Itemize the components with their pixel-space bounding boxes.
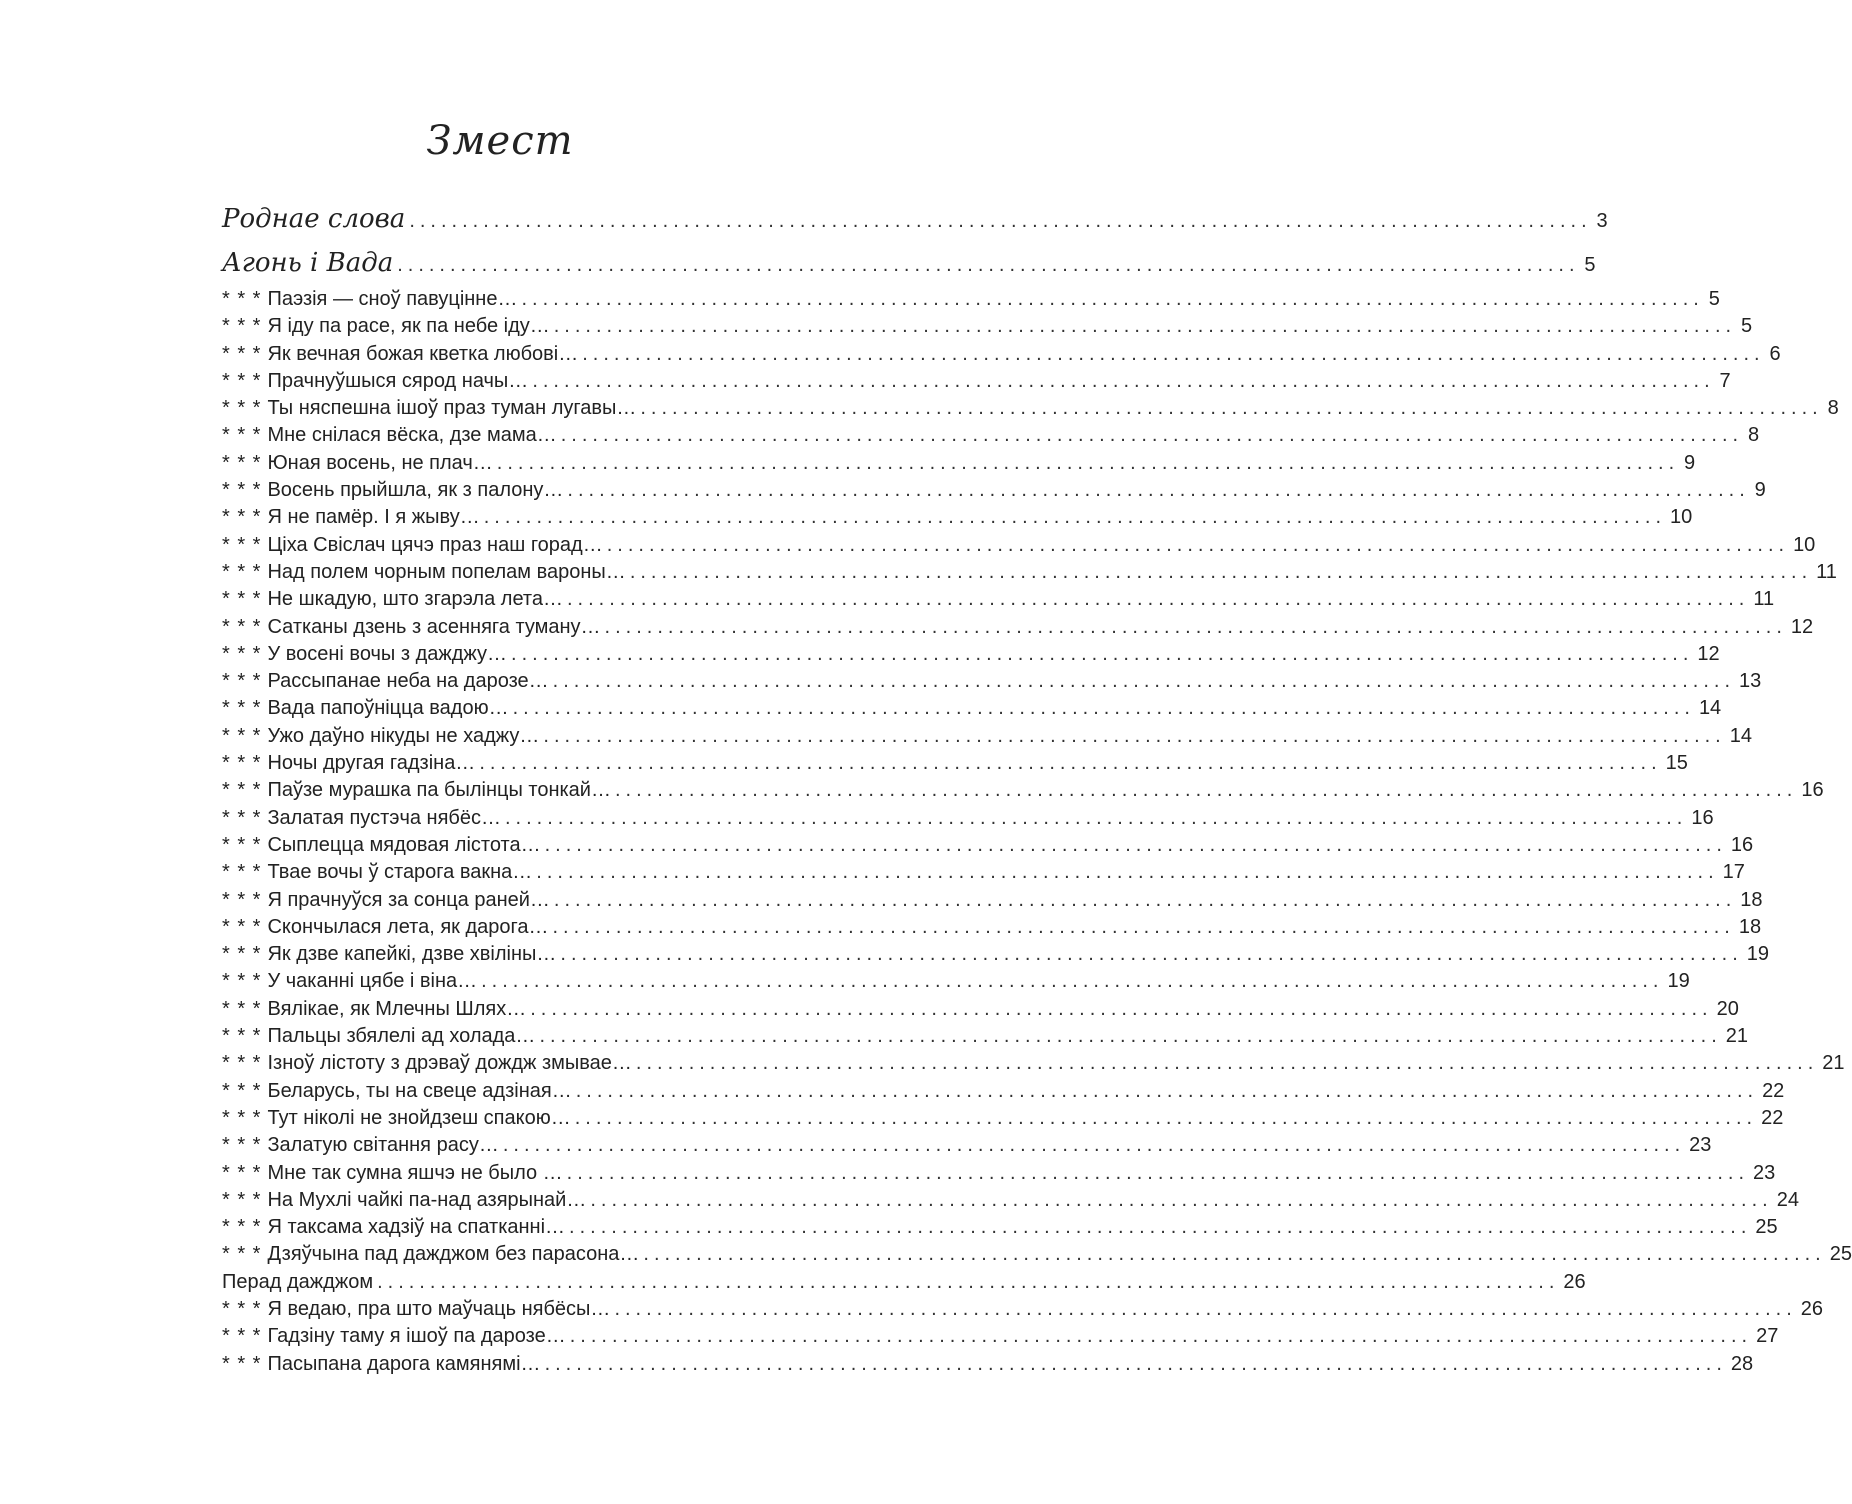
asterism-mark: * * * — [222, 479, 262, 502]
asterism-mark: * * * — [222, 670, 262, 693]
toc-entry-label — [222, 1298, 610, 1321]
toc-entry-text: Ізноў лістоту з дрэваў дождж змывае… — [267, 1052, 632, 1075]
toc-entry-label — [222, 861, 532, 884]
toc-page-number: 21 — [1725, 1025, 1749, 1048]
toc-entry — [222, 1052, 1845, 1079]
toc-page-number: 8 — [1827, 397, 1839, 420]
dot-leader: ................................................................................................................ — [569, 1216, 1752, 1239]
toc-entry — [222, 1079, 1785, 1107]
asterism-mark: * * * — [222, 424, 262, 447]
asterism-mark: * * * — [222, 315, 262, 338]
toc-entry — [222, 779, 1824, 806]
asterism-mark: * * * — [222, 369, 262, 392]
toc-entry-label — [222, 288, 517, 311]
toc-entry-label — [222, 616, 601, 639]
toc-entry-text: Вада папоўніцца вадою… — [267, 697, 509, 720]
toc-entry-label — [222, 452, 493, 475]
dot-leader: ................................................................................................................ — [505, 806, 1688, 829]
toc-entry-label — [222, 1243, 639, 1266]
toc-entry-text: Я ведаю, пра што маўчаць нябёсы… — [267, 1297, 611, 1320]
toc-page-number: 12 — [1697, 642, 1720, 665]
toc-page-number: 11 — [1753, 588, 1775, 611]
toc-page-number: 8 — [1747, 424, 1760, 447]
toc-page-number: 3 — [1596, 210, 1608, 232]
toc-page-number: 10 — [1670, 506, 1693, 529]
asterism-mark: * * * — [222, 588, 262, 611]
toc-entry-label — [222, 807, 501, 830]
toc-page-number: 19 — [1746, 943, 1769, 966]
dot-leader: ................................................................................................................ — [606, 533, 1790, 556]
toc-entry-text: Дзяўчына пад дажджом без парасона… — [267, 1243, 640, 1266]
toc-entry — [222, 997, 1739, 1025]
asterism-mark: * * * — [222, 560, 262, 583]
toc-page-number: 22 — [1761, 1106, 1784, 1129]
dot-leader: ................................................................................................................ — [512, 697, 1695, 720]
dot-leader: ................................................................................................................ — [567, 479, 1750, 502]
toc-entry — [222, 752, 1688, 779]
dot-leader: ................................................................................................................ — [479, 752, 1662, 775]
asterism-mark: * * * — [222, 397, 262, 420]
toc-entry-label — [222, 561, 626, 584]
toc-page-number: 16 — [1691, 806, 1714, 829]
toc-entry-text: Пальцы збялелі ад холада… — [267, 1025, 536, 1048]
asterism-mark: * * * — [222, 1352, 262, 1375]
toc-entry — [222, 1352, 1754, 1380]
toc-entry-text: Як вечная божая кветка любові… — [267, 342, 579, 365]
toc-entry-text: Ночы другая гадзіна… — [267, 752, 476, 775]
toc-entry-label — [222, 1107, 571, 1130]
asterism-mark: * * * — [222, 1106, 262, 1129]
dot-leader: ................................................................................................................ — [614, 779, 1798, 802]
toc-entry — [222, 1188, 1799, 1216]
dot-leader: ................................................................................................................ — [590, 1188, 1773, 1211]
toc-page-number: 16 — [1801, 779, 1824, 802]
asterism-mark: * * * — [222, 642, 262, 665]
dot-leader: ................................................................................................................ — [629, 560, 1813, 583]
asterism-mark: * * * — [222, 697, 262, 720]
toc-entry-label — [222, 397, 636, 420]
toc-entry-text: Пасыпана дарога камянямі… — [267, 1352, 541, 1375]
dot-leader: ................................................................................................................ — [539, 1025, 1722, 1048]
toc-entry — [222, 970, 1690, 997]
toc-entry-label — [222, 534, 603, 557]
toc-entry-text: Паэзія — сноў павуцінне… — [267, 288, 518, 310]
toc-entry-label — [222, 204, 405, 234]
asterism-mark: * * * — [222, 752, 262, 775]
toc-entry-text: Юная восень, не плач… — [267, 451, 493, 474]
asterism-mark: * * * — [222, 779, 262, 802]
asterism-mark: * * * — [222, 724, 262, 747]
toc-entry — [222, 506, 1693, 533]
asterism-mark: * * * — [222, 1134, 262, 1157]
toc-page-number: 20 — [1716, 997, 1739, 1020]
dot-leader: ................................................................................................................ — [582, 342, 1765, 365]
toc-entry — [222, 1216, 1778, 1243]
toc-entry — [222, 806, 1714, 834]
toc-entry-text: Ужо даўно нікуды не хаджу… — [267, 724, 540, 747]
asterism-mark: * * * — [222, 1188, 262, 1211]
toc-entry-text: У чаканні цябе і віна… — [267, 970, 478, 993]
toc-page-number: 12 — [1790, 615, 1814, 638]
toc-entry-label — [222, 752, 475, 775]
toc-entry-label — [222, 670, 549, 693]
toc-page-number: 25 — [1755, 1216, 1778, 1239]
asterism-mark: * * * — [222, 1079, 262, 1102]
dot-leader: ................................................................................................................ — [481, 970, 1664, 993]
asterism-mark: * * * — [222, 1216, 262, 1239]
toc-entry-label — [222, 725, 539, 748]
toc-entry — [222, 424, 1760, 451]
toc-entry-label — [222, 889, 550, 912]
toc-page-number: 26 — [1800, 1297, 1824, 1320]
toc-entry-text: Гадзіну таму я ішоў па дарозе… — [267, 1325, 566, 1348]
toc-entry-text: Скончылася лета, як дарога… — [267, 915, 549, 938]
toc-entry-label — [222, 370, 528, 393]
dot-leader: ................................................................................................................ — [553, 315, 1737, 338]
toc-entry-label — [222, 916, 548, 939]
toc-entry — [222, 615, 1814, 643]
toc-entry-label — [222, 779, 611, 802]
asterism-mark: * * * — [222, 288, 262, 310]
dot-leader: ................................................................................................................ — [575, 1079, 1759, 1102]
toc-entry — [222, 943, 1769, 970]
toc-page-number: 7 — [1719, 369, 1731, 392]
toc-page-number: 15 — [1665, 752, 1688, 775]
toc-entry-label — [222, 643, 507, 666]
toc-entry-label — [222, 343, 578, 366]
toc-entry-text: Перад дажджом — [222, 1270, 374, 1293]
toc-page-number: 17 — [1722, 861, 1745, 884]
toc-page-number: 21 — [1822, 1052, 1845, 1075]
toc-entry-text: Тут ніколі не знойдзеш спакою… — [267, 1106, 571, 1129]
toc-entry-text: Твае вочы ў старога вакна… — [267, 861, 533, 884]
asterism-mark: * * * — [222, 615, 262, 638]
asterism-mark: * * * — [222, 806, 262, 829]
asterism-mark: * * * — [222, 888, 262, 911]
asterism-mark: * * * — [222, 533, 262, 556]
toc-page-number: 24 — [1776, 1188, 1799, 1211]
toc-entry-label — [222, 970, 477, 993]
toc-entry — [222, 1325, 1779, 1352]
toc-entry — [222, 915, 1762, 943]
toc-section-entry — [222, 204, 1608, 244]
dot-leader: ................................................................................................................ — [614, 1297, 1797, 1320]
toc-entry — [222, 288, 1720, 315]
toc-entry-text: Вялікае, як Млечны Шлях… — [267, 997, 527, 1020]
toc-entry-text: Беларусь, ты на свеце адзіная… — [267, 1079, 572, 1102]
toc-entry — [222, 1297, 1824, 1325]
asterism-mark: * * * — [222, 1243, 262, 1266]
asterism-mark: * * * — [222, 1052, 262, 1075]
toc-entry — [222, 1025, 1749, 1052]
dot-leader: ................................................................................................................ — [496, 451, 1680, 474]
toc-entry — [222, 1106, 1784, 1134]
dot-leader: ................................................................................................................ — [409, 210, 1592, 232]
dot-leader: ................................................................................................................ — [483, 506, 1667, 529]
asterism-mark: * * * — [222, 943, 262, 966]
toc-entry — [222, 1134, 1712, 1161]
toc-entry-text: Як дзве капейкі, дзве хвіліны… — [267, 943, 557, 966]
toc-entry-label — [222, 697, 509, 720]
toc-entry-label — [222, 479, 563, 502]
toc-page-number: 14 — [1698, 697, 1722, 720]
toc-entry — [222, 533, 1816, 561]
asterism-mark: * * * — [222, 1025, 262, 1048]
toc-page-number: 22 — [1762, 1079, 1785, 1102]
toc-page-number: 19 — [1667, 970, 1690, 993]
toc-entry-label — [222, 1325, 566, 1348]
toc-entry — [222, 588, 1775, 615]
toc-entry-label — [222, 424, 557, 447]
toc-entry-label — [222, 834, 541, 857]
toc-page-number: 25 — [1829, 1243, 1852, 1266]
toc-page-number: 13 — [1739, 670, 1762, 693]
toc-page-number: 18 — [1738, 915, 1762, 938]
dot-leader: ................................................................................................................ — [604, 615, 1787, 638]
dot-leader: ................................................................................................................ — [544, 833, 1727, 856]
toc-entry-text: У восені вочы з дажджу… — [267, 642, 508, 665]
toc-entry — [222, 833, 1754, 861]
dot-leader: ................................................................................................................ — [552, 915, 1735, 938]
toc-page-number: 5 — [1740, 315, 1753, 338]
dot-leader: ................................................................................................................ — [397, 254, 1580, 276]
dot-leader: ................................................................................................................ — [511, 642, 1694, 665]
toc-page-number: 5 — [1708, 288, 1720, 310]
dot-leader: ................................................................................................................ — [553, 888, 1737, 911]
toc-entry-text: Ціха Свіслач цячэ праз наш горад… — [267, 533, 603, 556]
asterism-mark: * * * — [222, 997, 262, 1020]
toc-entry-label — [222, 1189, 586, 1212]
toc-page-number: 5 — [1584, 254, 1596, 276]
toc-entry-label — [222, 943, 556, 966]
toc-entry-label — [222, 588, 563, 611]
toc-page-number: 14 — [1729, 724, 1752, 747]
dot-leader: ................................................................................................................ — [544, 1352, 1727, 1375]
toc-entry-label — [222, 248, 393, 278]
dot-leader: ................................................................................................................ — [530, 997, 1713, 1020]
toc-entry-text: Залатую світання расу… — [267, 1134, 499, 1157]
dot-leader: ................................................................................................................ — [635, 1052, 1819, 1075]
toc-entry — [222, 315, 1753, 342]
toc-entry — [222, 861, 1745, 888]
dot-leader: ................................................................................................................ — [569, 1325, 1753, 1348]
asterism-mark: * * * — [222, 506, 262, 529]
toc-page-number: 27 — [1756, 1325, 1779, 1348]
toc-entry-text: Не шкадую, што згарэла лета… — [267, 588, 563, 611]
toc-section-entry — [222, 248, 1596, 288]
toc-page-number: 11 — [1816, 560, 1837, 583]
asterism-mark: * * * — [222, 342, 262, 365]
toc-entry-text: На Мухлі чайкі па-над азярынай… — [267, 1188, 587, 1211]
toc-entry — [222, 397, 1839, 424]
toc-entry — [222, 479, 1766, 506]
dot-leader: ................................................................................................................ — [552, 670, 1736, 693]
dot-leader: ................................................................................................................ — [377, 1270, 1560, 1293]
toc-entry-label — [222, 506, 480, 529]
toc-entry-text: Я іду па расе, як па небе іду… — [267, 315, 550, 338]
dot-leader: ................................................................................................................ — [560, 943, 1743, 966]
toc-page-number: 10 — [1793, 533, 1816, 556]
toc-entry — [222, 642, 1720, 670]
toc-entry-text: Сыплецца мядовая лістота… — [267, 833, 541, 856]
toc-entry-label — [222, 1025, 535, 1048]
toc-page-number: 23 — [1689, 1134, 1712, 1157]
dot-leader: ................................................................................................................ — [574, 1106, 1758, 1129]
toc-page-number: 6 — [1769, 342, 1781, 365]
toc-entry — [222, 1243, 1852, 1270]
dot-leader: ................................................................................................................ — [640, 397, 1823, 420]
dot-leader: ................................................................................................................ — [560, 424, 1744, 447]
toc-entry-text: Агонь і Вада — [222, 248, 394, 278]
asterism-mark: * * * — [222, 861, 262, 884]
toc-entry-text: Я таксама хадзіў на спатканні… — [267, 1216, 566, 1239]
asterism-mark: * * * — [222, 833, 262, 856]
toc-entry-label — [222, 1216, 565, 1239]
dot-leader: ................................................................................................................ — [566, 1161, 1749, 1184]
dot-leader: ................................................................................................................ — [502, 1134, 1686, 1157]
toc-page-number: 28 — [1730, 1352, 1754, 1375]
toc-entry — [222, 369, 1731, 397]
table-of-contents — [222, 204, 1852, 1380]
dot-leader: ................................................................................................................ — [521, 288, 1704, 310]
toc-entry — [222, 888, 1763, 916]
toc-entry-text: Прачнуўшыся сярод начы… — [267, 369, 529, 392]
toc-entry — [222, 1270, 1586, 1298]
dot-leader: ................................................................................................................ — [532, 369, 1715, 392]
toc-entry-label — [222, 1052, 632, 1075]
toc-entry-text: Рассыпанае неба на дарозе… — [267, 670, 549, 693]
toc-entry-label — [222, 1162, 563, 1185]
toc-entry-label — [222, 315, 550, 338]
toc-entry — [222, 697, 1722, 724]
dot-leader: ................................................................................................................ — [643, 1243, 1826, 1266]
toc-page-number: 23 — [1753, 1161, 1776, 1184]
toc-entry-text: Над полем чорным попелам вароны… — [267, 560, 626, 583]
asterism-mark: * * * — [222, 1297, 262, 1320]
toc-entry-text: Я прачнуўся за сонца раней… — [267, 888, 550, 911]
toc-entry-label — [222, 1271, 373, 1294]
toc-entry-label — [222, 1353, 541, 1376]
toc-page-number: 16 — [1730, 833, 1754, 856]
toc-page-number: 18 — [1740, 888, 1763, 911]
dot-leader: ................................................................................................................ — [536, 861, 1719, 884]
toc-entry-label — [222, 1080, 572, 1103]
toc-page-number: 26 — [1563, 1270, 1586, 1293]
toc-entry — [222, 560, 1837, 588]
toc-entry — [222, 724, 1752, 752]
page-title: Змест — [426, 118, 574, 164]
toc-entry-label — [222, 998, 526, 1021]
asterism-mark: * * * — [222, 1161, 262, 1184]
toc-entry — [222, 670, 1762, 697]
toc-entry-text: Мне так сумна яшчэ не было … — [267, 1161, 563, 1184]
asterism-mark: * * * — [222, 915, 262, 938]
toc-page-number: 9 — [1684, 451, 1696, 474]
toc-page-number: 9 — [1754, 479, 1766, 502]
toc-entry-label — [222, 1134, 499, 1157]
toc-entry-text: Паўзе мурашка па былінцы тонкай… — [267, 779, 611, 802]
toc-entry — [222, 451, 1696, 479]
dot-leader: ................................................................................................................ — [566, 588, 1750, 611]
toc-entry-text: Залатая пустэча нябёс… — [267, 806, 501, 829]
dot-leader: ................................................................................................................ — [543, 724, 1726, 747]
toc-entry-text: Ты няспешна ішоў праз туман лугавы… — [267, 397, 637, 420]
asterism-mark: * * * — [222, 1325, 262, 1348]
toc-entry — [222, 342, 1781, 370]
toc-entry-text: Сатканы дзень з асенняга туману… — [267, 615, 601, 638]
toc-entry-text: Мне снілася вёска, дзе мама… — [267, 424, 557, 447]
toc-entry-text: Я не памёр. І я жыву… — [267, 506, 480, 529]
toc-entry — [222, 1161, 1776, 1189]
toc-entry-text: Роднае слова — [222, 204, 406, 234]
asterism-mark: * * * — [222, 970, 262, 993]
asterism-mark: * * * — [222, 451, 262, 474]
toc-entry-text: Восень прыйшла, як з палону… — [267, 479, 564, 502]
